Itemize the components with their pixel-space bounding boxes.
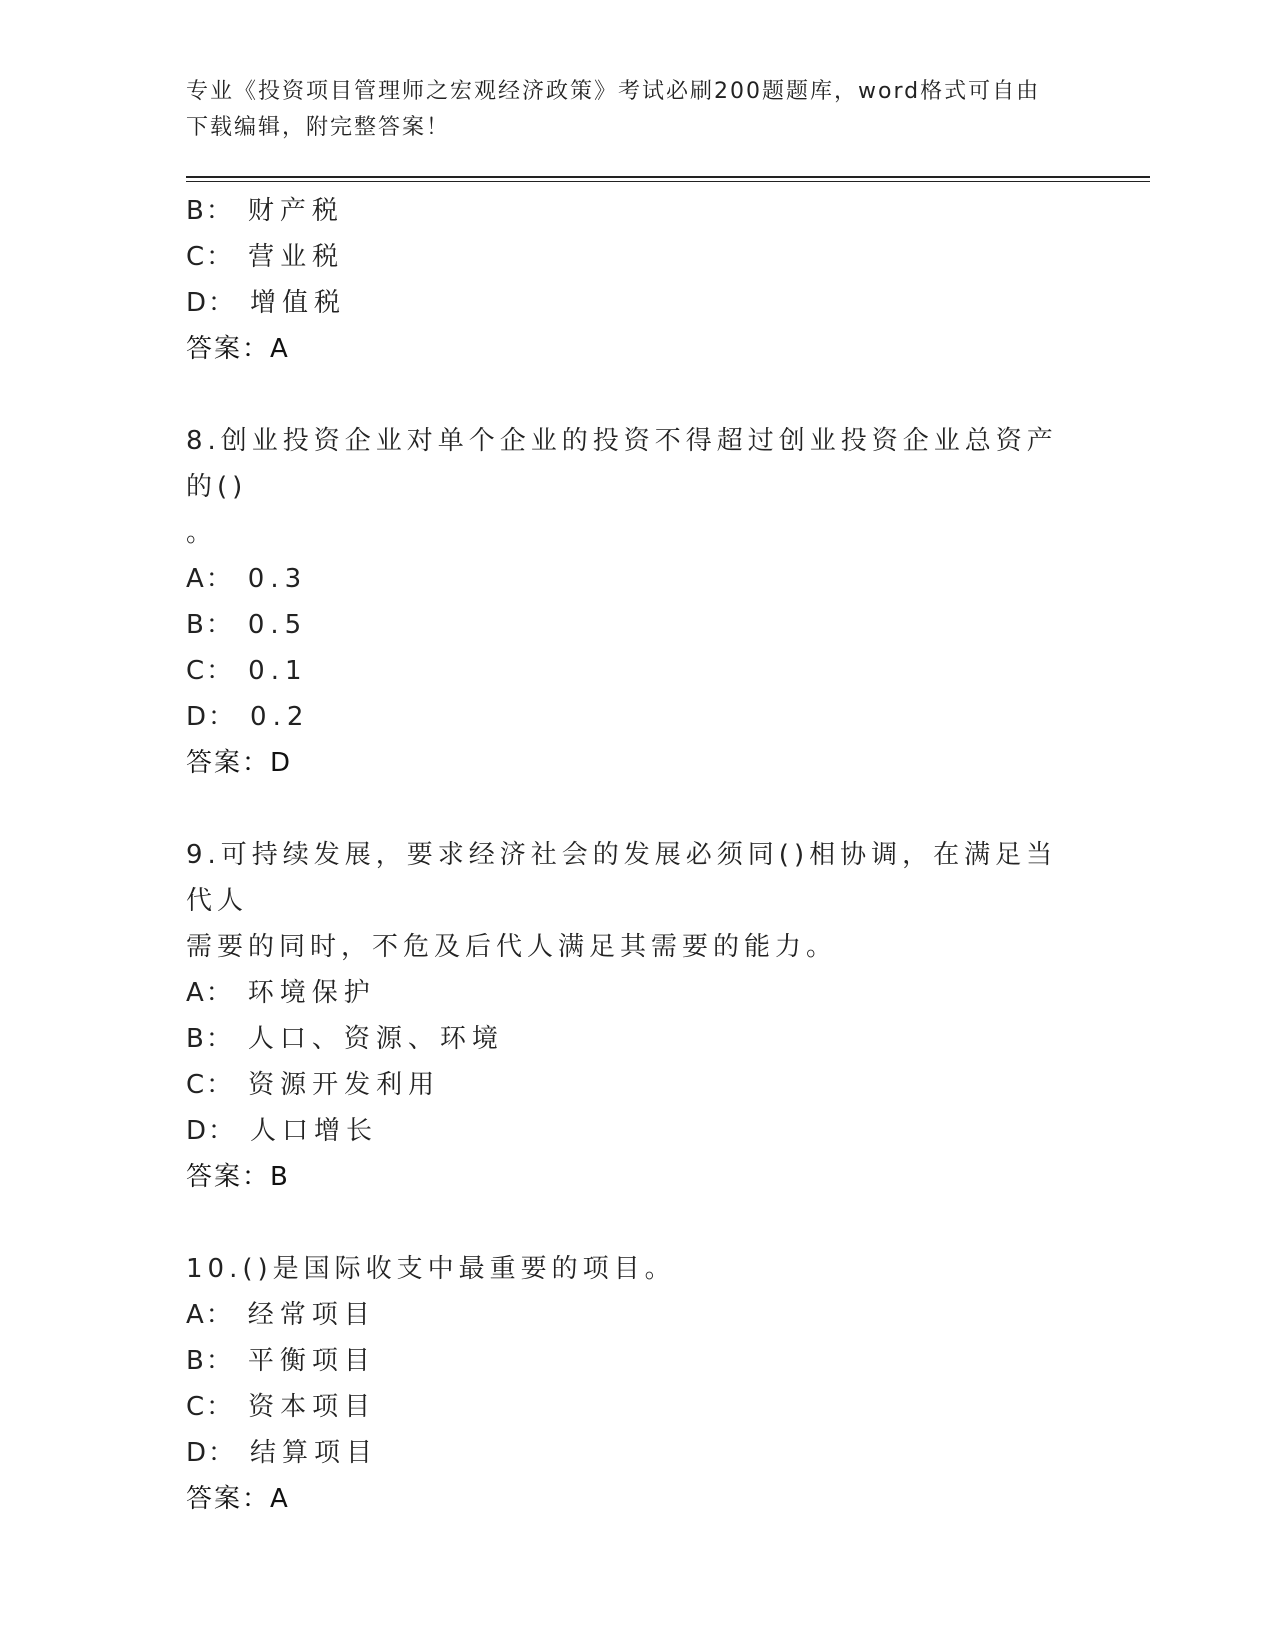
option-text: 环境保护 bbox=[247, 978, 376, 1008]
option-letter: D： bbox=[186, 288, 237, 318]
option-letter: D： bbox=[186, 702, 237, 732]
document-header bbox=[186, 74, 1066, 146]
option-d bbox=[186, 694, 1086, 740]
option-letter: C： bbox=[186, 1070, 235, 1100]
option-letter: B： bbox=[186, 196, 234, 226]
option-d bbox=[186, 280, 1086, 326]
option-c bbox=[186, 648, 1086, 694]
option-text: 0.5 bbox=[247, 610, 308, 640]
option-letter: A： bbox=[186, 564, 234, 594]
option-text: 资源开发利用 bbox=[248, 1070, 441, 1100]
option-text: 人口、资源、环境 bbox=[247, 1024, 504, 1054]
option-text: 财产税 bbox=[247, 196, 344, 226]
option-a bbox=[186, 970, 1086, 1016]
question-stem-line-1: 9.可持续发展，要求经济社会的发展必须同()相协调，在满足当代人 bbox=[186, 840, 1058, 916]
header-divider-thick bbox=[186, 176, 1150, 178]
option-letter: B： bbox=[186, 1346, 234, 1376]
option-c bbox=[186, 234, 1086, 280]
option-d bbox=[186, 1430, 1086, 1476]
answer-line: 答案：B bbox=[186, 1162, 290, 1192]
option-text: 营业税 bbox=[248, 242, 345, 272]
option-b bbox=[186, 1338, 1086, 1384]
option-text: 经常项目 bbox=[247, 1300, 376, 1330]
spacer bbox=[186, 372, 1086, 418]
option-letter: B： bbox=[186, 610, 234, 640]
option-text: 增值税 bbox=[250, 288, 347, 318]
option-letter: C： bbox=[186, 656, 235, 686]
option-letter: D： bbox=[186, 1438, 237, 1468]
question-stem-line-2: 需要的同时，不危及后代人满足其需要的能力。 bbox=[186, 932, 838, 962]
option-b bbox=[186, 602, 1086, 648]
option-b bbox=[186, 1016, 1086, 1062]
header-line-1: 专业《投资项目管理师之宏观经济政策》考试必刷200题题库，word格式可自由 bbox=[186, 79, 1041, 104]
header-line-2: 下载编辑，附完整答案！ bbox=[186, 115, 451, 140]
option-b bbox=[186, 188, 1086, 234]
option-text: 结算项目 bbox=[250, 1438, 379, 1468]
option-text: 资本项目 bbox=[248, 1392, 377, 1422]
answer-line: 答案：A bbox=[186, 1484, 290, 1514]
option-text: 0.2 bbox=[250, 702, 310, 732]
option-c bbox=[186, 1062, 1086, 1108]
option-letter: C： bbox=[186, 242, 235, 272]
question-content bbox=[186, 188, 1086, 1522]
question-9 bbox=[186, 832, 1086, 1200]
answer-line: 答案：A bbox=[186, 334, 290, 364]
spacer bbox=[186, 786, 1086, 832]
option-c bbox=[186, 1384, 1086, 1430]
option-text: 0.3 bbox=[247, 564, 308, 594]
option-letter: D： bbox=[186, 1116, 237, 1146]
previous-question-options bbox=[186, 188, 1086, 372]
option-letter: A： bbox=[186, 1300, 234, 1330]
question-stem-line-1: 8.创业投资企业对单个企业的投资不得超过创业投资企业总资产的() bbox=[186, 426, 1058, 502]
question-stem-line-2: 。 bbox=[186, 518, 218, 548]
option-a bbox=[186, 1292, 1086, 1338]
option-d bbox=[186, 1108, 1086, 1154]
option-text: 平衡项目 bbox=[247, 1346, 376, 1376]
question-stem-line-1: 10.()是国际收支中最重要的项目。 bbox=[186, 1254, 676, 1284]
option-letter: C： bbox=[186, 1392, 235, 1422]
answer-line: 答案：D bbox=[186, 748, 293, 778]
header-divider-thin bbox=[186, 181, 1150, 182]
option-letter: A： bbox=[186, 978, 234, 1008]
spacer bbox=[186, 1200, 1086, 1246]
question-8 bbox=[186, 418, 1086, 786]
option-letter: B： bbox=[186, 1024, 234, 1054]
option-text: 人口增长 bbox=[250, 1116, 379, 1146]
question-10 bbox=[186, 1246, 1086, 1522]
option-text: 0.1 bbox=[248, 656, 308, 686]
option-a bbox=[186, 556, 1086, 602]
